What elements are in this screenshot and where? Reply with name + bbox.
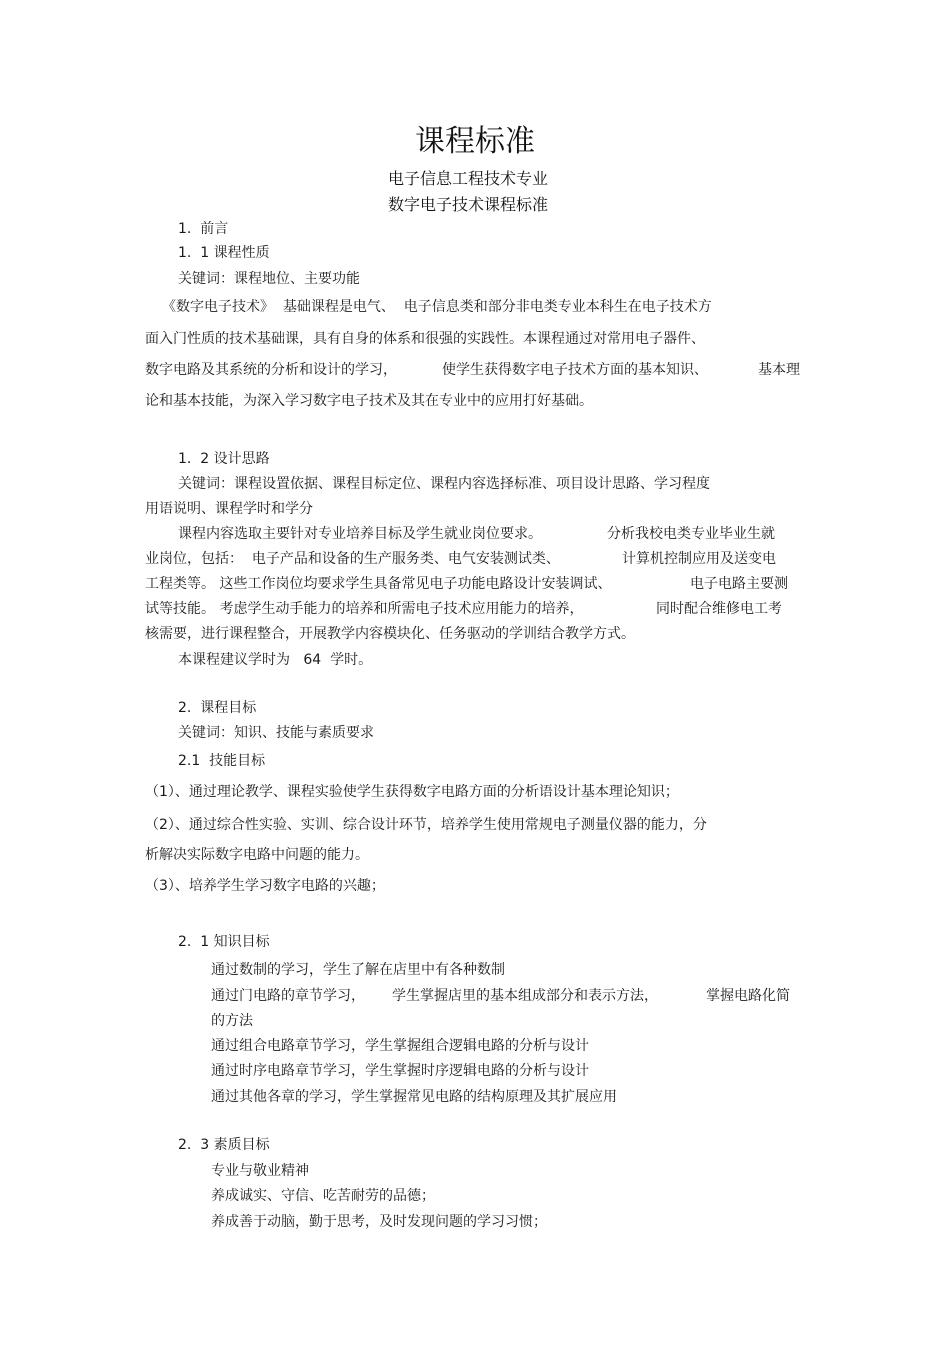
paragraph-line: 业岗位，包括： 电子产品和设备的生产服务类、电气安装测试类、 bbox=[145, 551, 560, 567]
list-item: 通过其他各章的学习，学生掌握常见电路的结构原理及其扩展应用 bbox=[211, 1089, 617, 1105]
subsection-heading-design: 1. 2 设计思路 bbox=[178, 451, 270, 467]
section-heading-preface: 1. 前言 bbox=[178, 221, 229, 237]
paragraph-line: 试等技能。 考虑学生动手能力的培养和所需电子技术应用能力的培养， bbox=[145, 601, 584, 617]
paragraph-line: 论和基本技能，为深入学习数字电子技术及其在专业中的应用打好基础。 bbox=[145, 393, 593, 409]
paragraph-line: 数字电路及其系统的分析和设计的学习， bbox=[145, 362, 397, 378]
keywords-line: 关键词：课程地位、主要功能 bbox=[178, 271, 360, 287]
subsection-heading-knowledge: 2. 1 知识目标 bbox=[178, 934, 270, 950]
list-item: 养成善于动脑，勤于思考，及时发现问题的学习习惯； bbox=[211, 1214, 547, 1230]
list-item: （3）、培养学生学习数字电路的兴趣； bbox=[145, 878, 385, 894]
document-subtitle-major: 电子信息工程技术专业 bbox=[387, 169, 548, 188]
paragraph-line: 《数字电子技术》 基础课程是电气、 电子信息类和部分非电类专业本科生在电子技术方 bbox=[162, 299, 712, 315]
subsection-heading-quality: 2. 3 素质目标 bbox=[178, 1137, 270, 1153]
list-item: （2）、通过综合性实验、实训、综合设计环节，培养学生使用常规电子测量仪器的能力，分 bbox=[145, 817, 707, 833]
paragraph-line: 面入门性质的技术基础课，具有自身的体系和很强的实践性。本课程通过对常用电子器件、 bbox=[145, 331, 705, 347]
list-item: 学生掌握店里的基本组成部分和表示方法， bbox=[392, 988, 658, 1004]
keywords-line: 关键词：课程设置依据、课程目标定位、课程内容选择标准、项目设计思路、学习程度 bbox=[178, 476, 710, 492]
list-item: （1）、通过理论教学、课程实验使学生获得数字电路方面的分析语设计基本理论知识； bbox=[145, 784, 679, 800]
paragraph-line: 同时配合维修电工考 bbox=[656, 601, 782, 617]
list-item: 析解决实际数字电路中问题的能力。 bbox=[145, 847, 369, 863]
subsection-heading-skills: 2.1 技能目标 bbox=[178, 753, 266, 769]
document-title: 课程标准 bbox=[415, 124, 535, 159]
list-item: 通过门电路的章节学习， bbox=[211, 988, 365, 1004]
list-item: 通过时序电路章节学习，学生掌握时序逻辑电路的分析与设计 bbox=[211, 1063, 589, 1079]
paragraph-line: 分析我校电类专业毕业生就 bbox=[607, 526, 775, 542]
list-item: 掌握电路化简 bbox=[706, 988, 790, 1004]
list-item: 通过数制的学习，学生了解在店里中有各种数制 bbox=[211, 962, 505, 978]
paragraph-line: 本课程建议学时为 64 学时。 bbox=[178, 652, 373, 668]
paragraph-line: 核需要，进行课程整合，开展教学内容模块化、任务驱动的学训结合教学方式。 bbox=[145, 626, 635, 642]
paragraph-line: 使学生获得数字电子技术方面的基本知识、 bbox=[442, 362, 708, 378]
section-heading-objectives: 2. 课程目标 bbox=[178, 700, 257, 716]
keywords-line: 用语说明、课程学时和学分 bbox=[145, 501, 313, 517]
subsection-heading-course-nature: 1. 1 课程性质 bbox=[178, 245, 270, 261]
list-item: 专业与敬业精神 bbox=[211, 1163, 309, 1179]
document-subtitle-course: 数字电子技术课程标准 bbox=[387, 195, 548, 214]
list-item: 的方法 bbox=[211, 1013, 253, 1029]
paragraph-line: 电子电路主要测 bbox=[690, 576, 788, 592]
paragraph-line: 课程内容选取主要针对专业培养目标及学生就业岗位要求。 bbox=[178, 526, 542, 542]
paragraph-line: 工程类等。 这些工作岗位均要求学生具备常见电子功能电路设计安装调试、 bbox=[145, 576, 612, 592]
list-item: 养成诚实、守信、吃苦耐劳的品德； bbox=[211, 1188, 435, 1204]
paragraph-line: 基本理 bbox=[758, 362, 800, 378]
list-item: 通过组合电路章节学习，学生掌握组合逻辑电路的分析与设计 bbox=[211, 1038, 589, 1054]
paragraph-line: 计算机控制应用及送变电 bbox=[622, 551, 776, 567]
keywords-line: 关键词：知识、技能与素质要求 bbox=[178, 725, 374, 741]
